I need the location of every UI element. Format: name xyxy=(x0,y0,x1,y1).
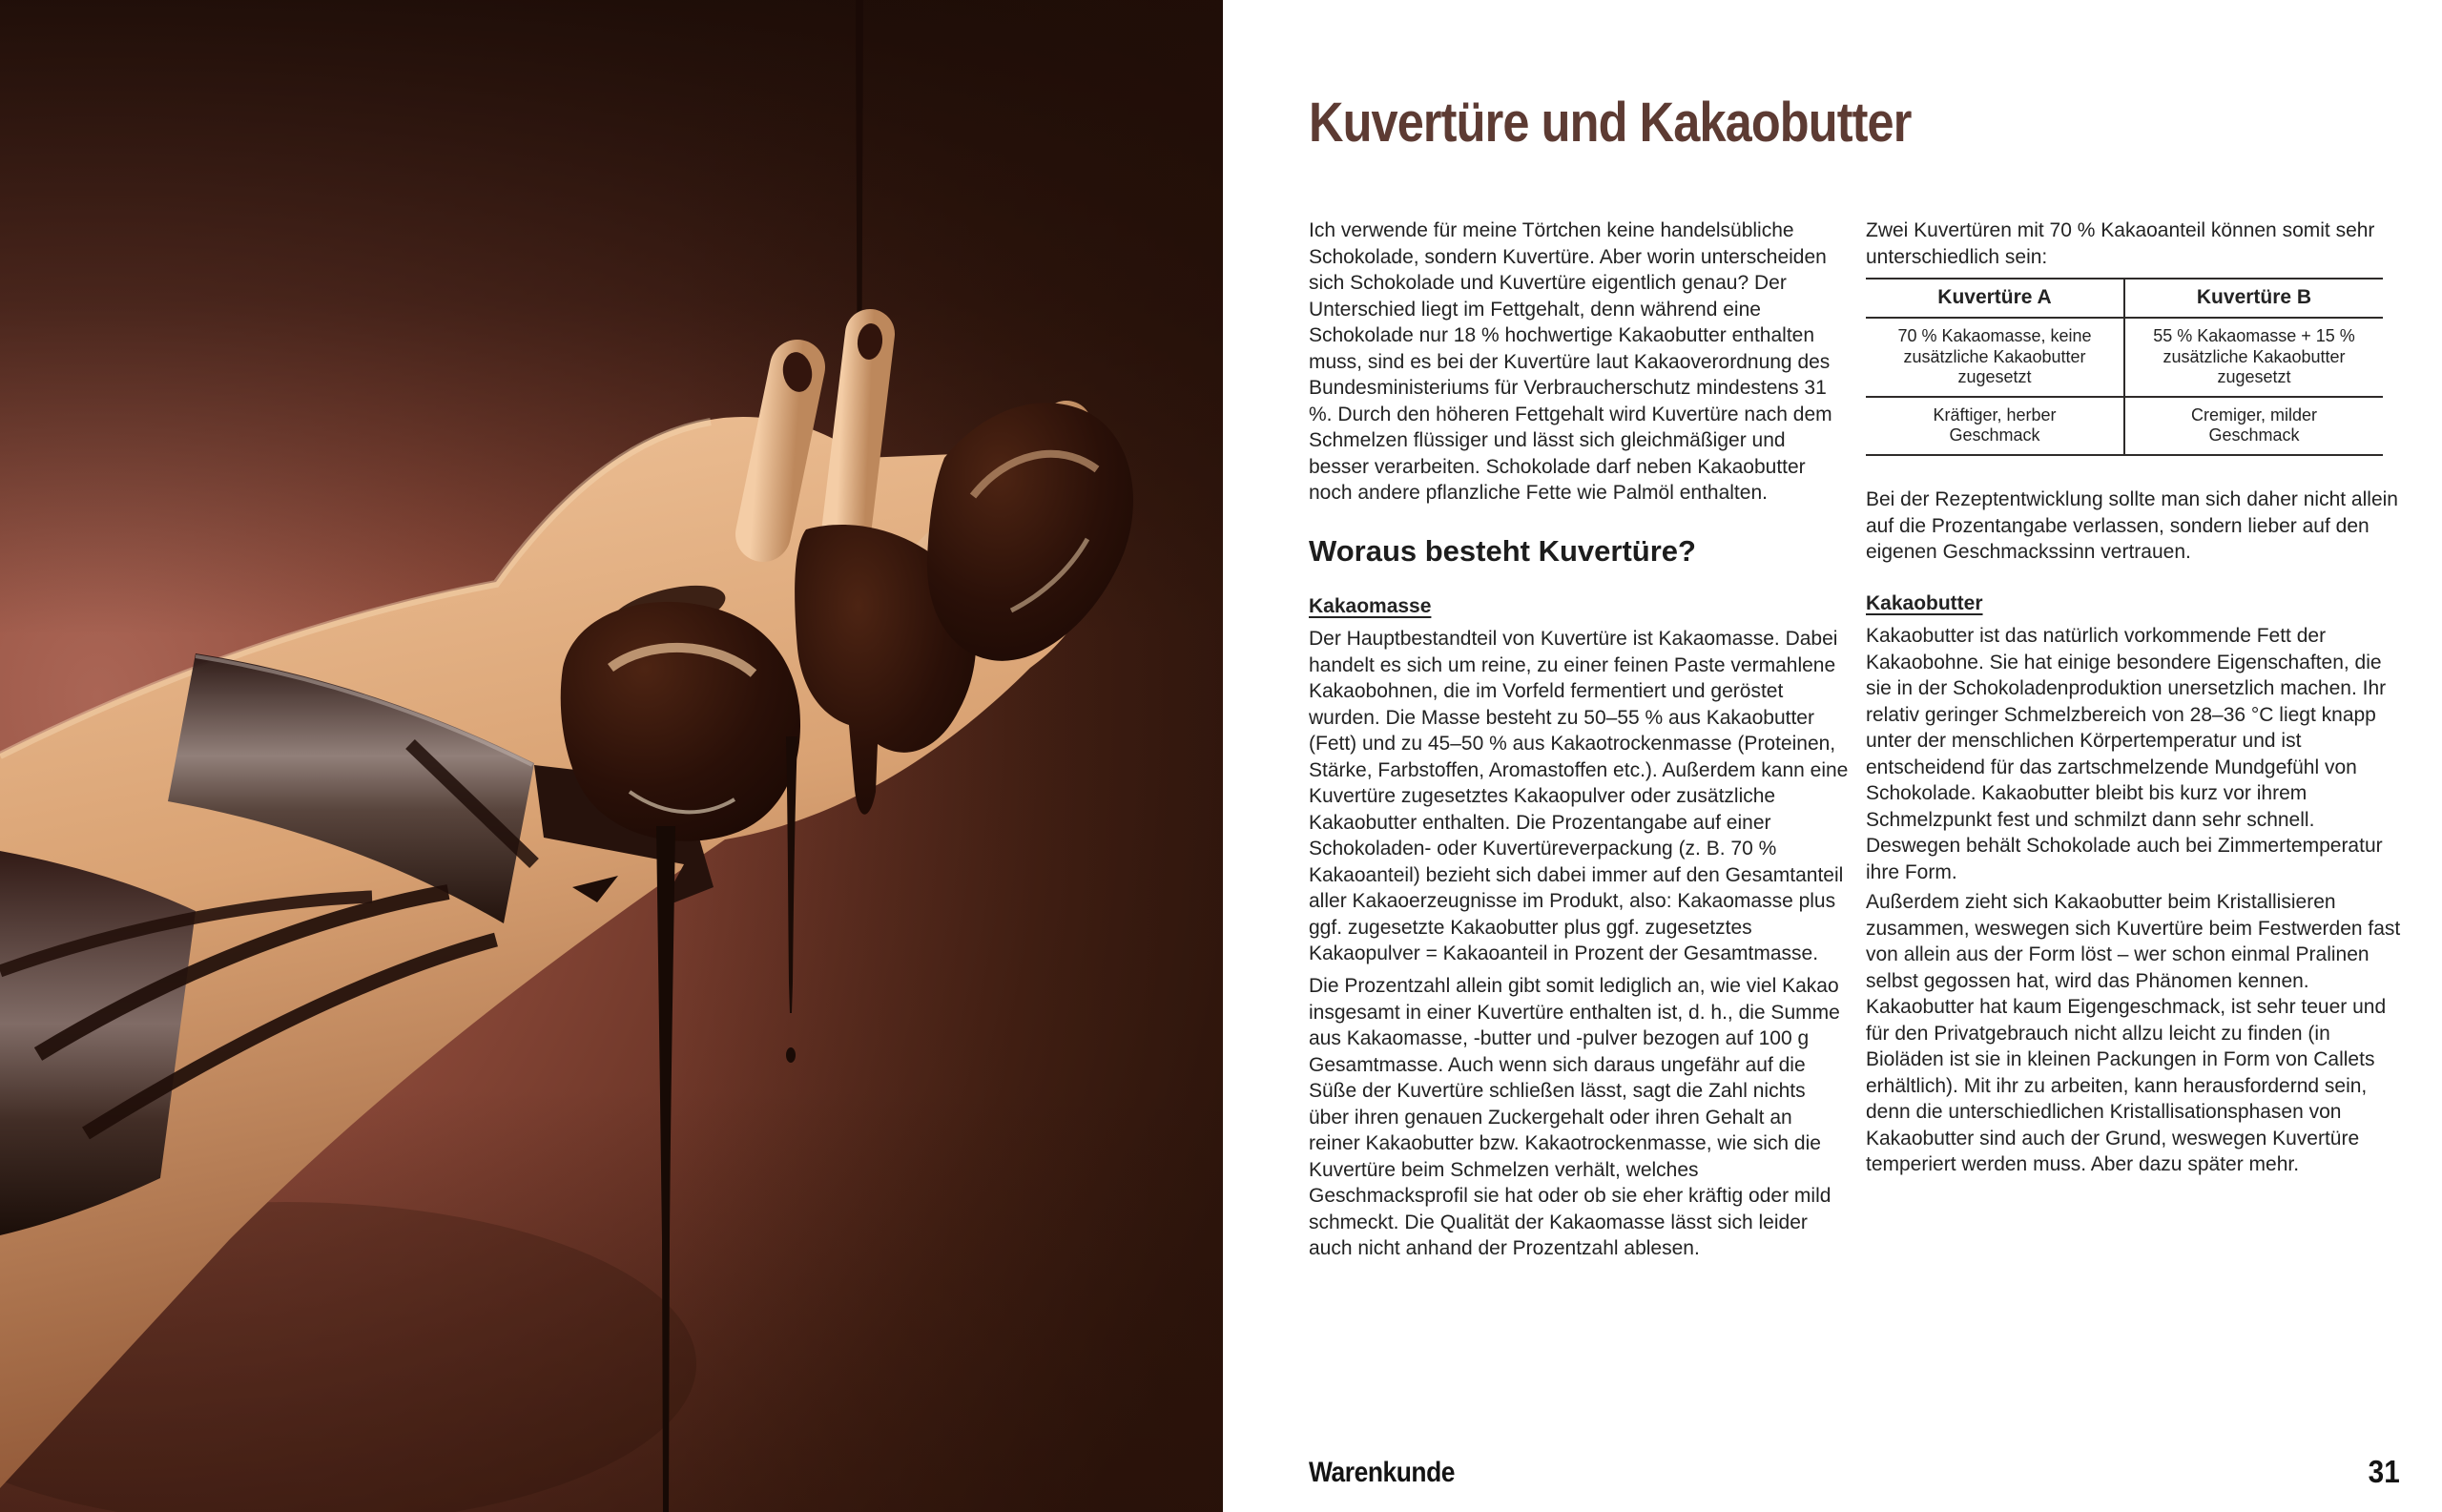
section-heading: Woraus besteht Kuvertüre? xyxy=(1309,534,1696,568)
kakaobutter-paragraph-2: Außerdem zieht sich Kakaobutter beim Kristallisieren zusammen, weswegen sich Kuvertüre beim Festwerden fast von allein aus der Form löst – wer schon einmal Pralinen selbst gegossen hat, wird das Phänomen kennen. Kakaobutter hat kaum Eigengeschmack, ist sehr teuer und für den Privatgebrauch nicht allzu leicht zu finden (in Bioläden ist sie in kleinen Packungen in Form von Callets erhältlich). Mit ihr zu arbeiten, kann herausfordernd sein, denn die unterschiedlichen Kristallisationsphasen von Kakaobutter sind auch der Grund, weswegen Kuvertüre temperiert werden muss. Aber dazu später mehr. xyxy=(1866,891,2401,1175)
left-intro-paragraph: Ich verwende für meine Törtchen keine handelsübliche Schokolade, sondern Kuvertüre. Aber worin unterscheiden sich Schokolade und Kuvertüre eigentlich genau? Der Unterschied liegt im Fettgehalt, denn während eine Schokolade nur 18 % hochwertige Kakaobutter enthalten muss, sind es bei der Kuvertüre laut Kakaoverordnung des Bundesministeriums für Verbraucherschutz mindestens 31 %. Durch den höheren Fettgehalt wird Kuvertüre nach dem Schmelzen flüssiger und lässt sich gleichmäßiger und besser verarbeiten. Schokolade darf neben Kakaobutter noch andere pflanzliche Fette wie Palmöl enthalten. xyxy=(1309,219,1832,504)
right-intro-paragraph: Zwei Kuvertüren mit 70 % Kakaoanteil können somit sehr unterschiedlich sein: xyxy=(1866,219,2375,268)
after-table-paragraph: Bei der Rezeptentwicklung sollte man sich daher nicht allein auf die Prozentangabe verlassen, sondern lieber auf den eigenen Geschmackssinn vertrauen. xyxy=(1866,488,2398,563)
subheading-kakaobutter: Kakaobutter xyxy=(1866,592,1983,614)
subheading-kakaomasse: Kakaomasse xyxy=(1309,595,1432,617)
footer-page-number: 31 xyxy=(2368,1454,2400,1489)
kuvertuere-comparison-table xyxy=(1866,278,2383,456)
kakaomasse-paragraph-2: Die Prozentzahl allein gibt somit lediglich an, wie viel Kakao insgesamt in einer Kuvertüre enthalten ist, d. h., die Summe aus Kakaomasse, -butter und -pulver bezogen auf 100 g Gesamtmasse. Auch wenn sich daraus ungefähr auf die Süße der Kuvertüre schließen lässt, sagt die Zahl nichts über ihren genauen Zuckergehalt oder ihren Gehalt an reiner Kakaobutter bzw. Kakaotrockenmasse, wie sich die Kuvertüre beim Schmelzen verhält, welches Geschmacksprofil sie hat oder ob sie eher kräftig oder mild schmeckt. Die Qualität der Kakaomasse lässt sich leider auch nicht anhand der Prozentzahl ablesen. xyxy=(1309,975,1840,1259)
table-row xyxy=(1866,318,2383,397)
thumb xyxy=(763,367,797,534)
page-title: Kuvertüre und Kakaobutter xyxy=(1309,91,1912,154)
index-finger xyxy=(844,334,870,549)
table-cell-b-taste: Cremiger, milder Geschmack xyxy=(2190,404,2318,445)
table-cell-a-taste: Kräftiger, herber Geschmack xyxy=(1866,397,2124,455)
table-row xyxy=(1866,397,2383,455)
table-cell-a-composition: 70 % Kakaomasse, keine zusätzliche Kakaobutter zugesetzt xyxy=(1866,318,2124,397)
table-header-kuvertuere-b: Kuvertüre B xyxy=(2124,279,2383,318)
footer-section-label: Warenkunde xyxy=(1309,1457,1456,1488)
book-page xyxy=(1223,0,2442,1512)
table-header-kuvertuere-a: Kuvertüre A xyxy=(1866,279,2124,318)
table-cell-b-composition: 55 % Kakaomasse + 15 % zusätzliche Kakaobutter zugesetzt xyxy=(2124,318,2383,397)
kakaobutter-paragraph-1: Kakaobutter ist das natürlich vorkommende Fett der Kakaobohne. Sie hat einige besondere Eigenschaften, die sie in der Schokoladenproduktion unersetzlich machen. Ihr relativ geringer Schmelzbereich von 28–36 °C liegt knapp unter der menschlichen Körpertemperatur und ist entscheidend für das zartschmelzende Mundgefühl von Schokolade. Kakaobutter bleibt bis kurz vor ihrem Schmelzpunkt fest und schmilzt dann sehr schnell. Deswegen behält Schokolade auch bei Zimmertemperatur ihre Form. xyxy=(1866,625,2387,883)
kakaomasse-paragraph-1: Der Hauptbestandteil von Kuvertüre ist Kakaomasse. Dabei handelt es sich um reine, zu einer feinen Paste vermahlene Kakaobohnen, die im Vorfeld fermentiert und geröstet wurden. Die Masse besteht zu 50–55 % aus Kakaobutter (Fett) und zu 45–50 % aus Kakaotrockenmasse (Proteinen, Stärke, Farbstoffen, Aromastoffen etc.). Außerdem kann eine Kuvertüre zugesetztes Kakaopulver oder zusätzliche Kakaobutter enthalten. Die Prozentangabe auf einer Schokoladen- oder Kuvertüreverpackung (z. B. 70 % Kakaoanteil) bezieht sich dabei immer auf den Gesamtanteil aller Kakaoerzeugnisse im Produkt, also: Kakaomasse plus ggf. zugesetzte Kakaobutter plus ggf. zugesetztes Kakaopulver = Kakaoanteil in Prozent der Gesamtmasse. xyxy=(1309,628,1849,964)
